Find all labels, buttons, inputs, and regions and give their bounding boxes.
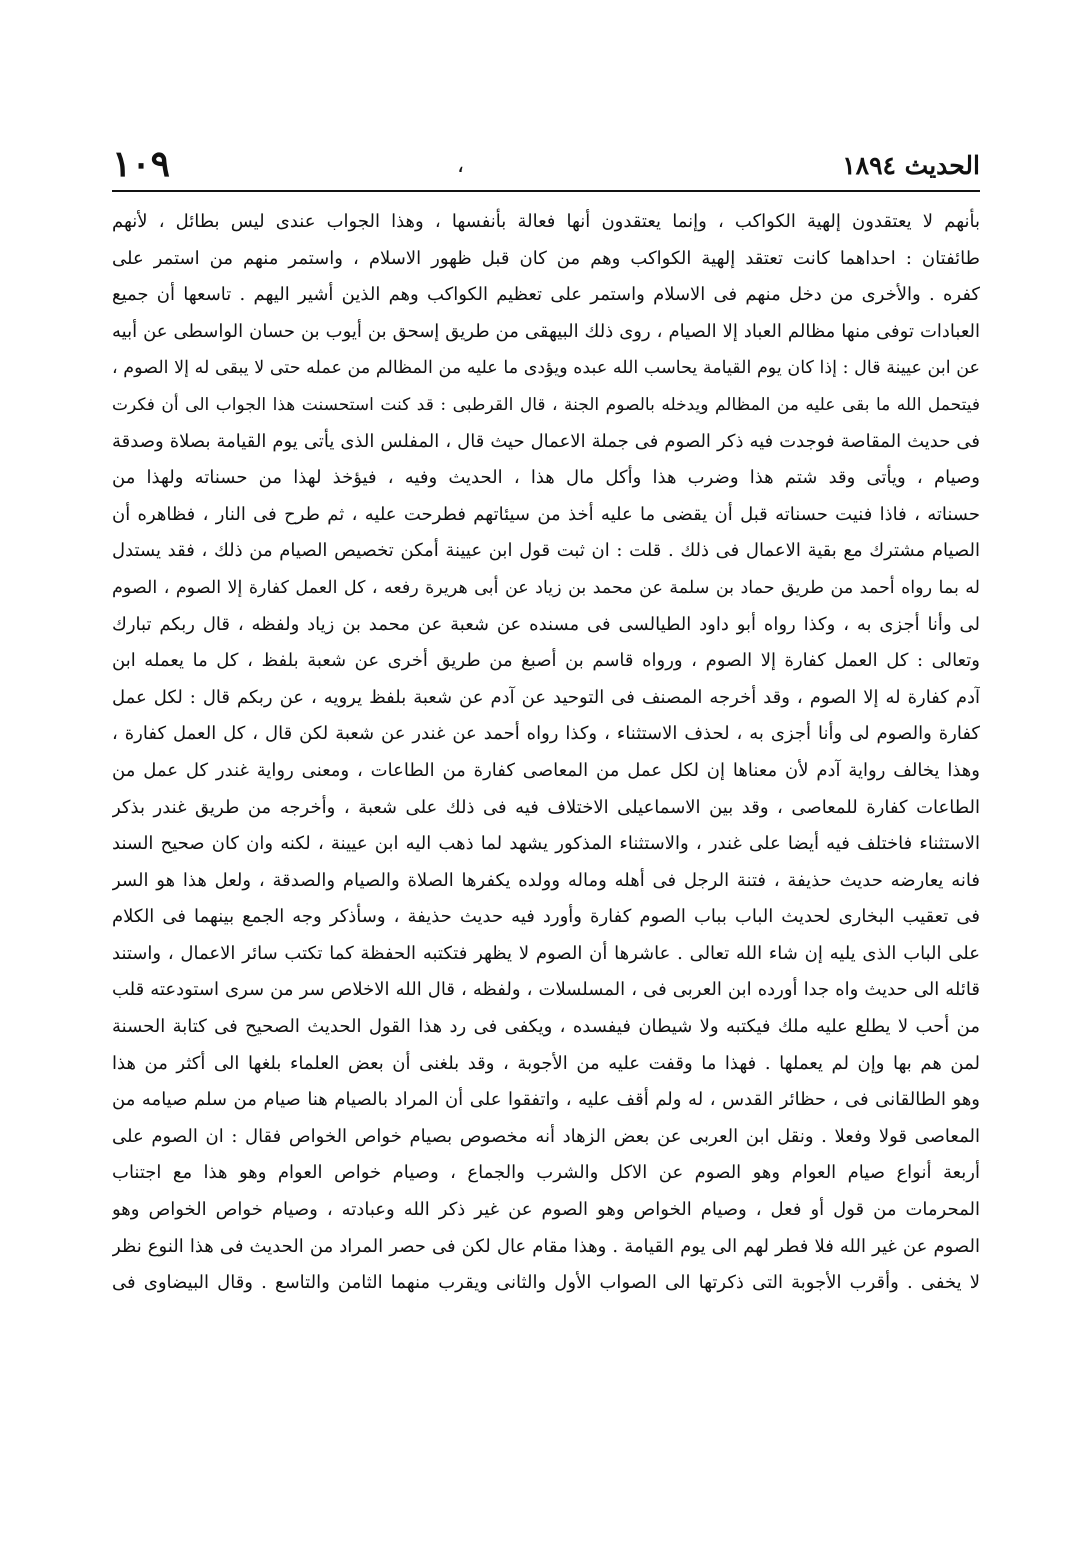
text-line: وتعالى : كل العمل كفارة إلا الصوم ، ورواه قاسم بن أصبغ من طريق أخرى عن شعبة بلفظ ، كل ما يعمله ابن	[112, 650, 980, 672]
text-line: المحرمات من قول أو فعل ، وصيام الخواص وهو الصوم عن غير ذكر الله وعبادته ، وصيام خواص الخواص وهو	[112, 1199, 980, 1221]
text-line: وصيام ، ويأتى وقد شتم هذا وضرب هذا وأكل مال هذا ، الحديث وفيه ، فيؤخذ لهذا من حسناته ولهذا من	[112, 467, 980, 489]
text-line: الطاعات كفارة للمعاصى ، وقد بين الاسماعيلى الاختلاف فيه فى ذلك على شعبة ، وأخرجه من طريق غندر بذكر	[112, 796, 980, 818]
text-line: طائفتان : احداهما كانت تعتقد إلهية الكواكب وهم من كان قبل ظهور الاسلام ، واستمر منهم من استمر على	[112, 247, 980, 269]
text-line: على الباب الذى يليه إن شاء الله تعالى . عاشرها أن الصوم لا يظهر فتكتبه الحفظة كما تكتب سائر الاعمال ، واستند	[112, 942, 980, 964]
running-title: الحديث ١٨٩٤	[842, 151, 980, 180]
text-line: الاستثناء فاختلف فيه أيضا على غندر ، والاستثناء المذكور يشهد لما ذهب اليه ابن عيينة ، لكنه وان كان صحيح السند	[112, 833, 980, 855]
text-line: فى تعقيب البخارى لحديث الباب بباب الصوم كفارة وأورد فيه حديث حذيفة ، وسأذكر وجه الجمع بينهما فى الكلام	[112, 906, 980, 928]
text-line: المعاصى قولا وفعلا . ونقل ابن العربى عن بعض الزهاد أنه مخصوص بصيام خواص الخواص فقال : ان الصوم على	[112, 1125, 980, 1147]
text-line: فى حديث المقاصة فوجدت فيه ذكر الصوم فى جملة الاعمال حيث قال ، المفلس الذى يأتى يوم القيامة بصلاة وصدقة	[112, 430, 980, 452]
text-line: لى وأنا أجزى به ، وكذا رواه أبو داود الطيالسى فى مسنده عن شعبة عن محمد بن زياد ولفظه ، قال ربكم تبارك	[112, 613, 980, 635]
text-line: أربعة أنواع صيام العوام وهو الصوم عن الاكل والشرب والجماع ، وصيام خواص العوام وهو هذا مع اجتناب	[112, 1162, 980, 1184]
text-line: عن ابن عيينة قال : إذا كان يوم القيامة يحاسب الله عبده ويؤدى ما عليه من المظالم من عمله حتى لا يبقى له إلا الصوم ،	[112, 358, 980, 379]
text-line: فانه يعارضه حديث حذيفة ، فتنة الرجل فى أهله وماله وولده يكفرها الصلاة والصيام والصدقة ، ولعل هذا هو السر	[112, 869, 980, 891]
text-line: الصوم عن غير الله فلا فطر لهم الى يوم القيامة . وهذا مقام عال لكن فى حصر المراد من الحديث فى هذا النوع نظر	[112, 1235, 980, 1257]
text-line: قائله الى حديث واه جدا أورده ابن العربى فى ، المسلسلات ، ولفظه ، قال الله الاخلاص سر من سرى استودعته قلب	[112, 979, 980, 1001]
text-line: من أحب لا يطلع عليه ملك فيكتبه ولا شيطان فيفسده ، ويكفى فى رد هذا القول الحديث الصحيح فى كتابة الحسنة	[112, 1016, 980, 1038]
text-line: له بما رواه أحمد من طريق حماد بن سلمة عن محمد بن زياد عن أبى هريرة رفعه ، كل العمل كفارة إلا الصوم ، الصوم	[112, 577, 980, 598]
header-separator: ،	[457, 153, 465, 178]
text-line: كفره . والأخرى من دخل منهم فى الاسلام واستمر على تعظيم الكواكب وهم الذين أشير اليهم . تاسعها أن جميع	[112, 284, 980, 306]
page-number: ١٠٩	[112, 143, 171, 185]
page-header	[112, 140, 980, 188]
body-text	[112, 204, 980, 1302]
text-line: لمن هم بها وإن لم يعملها . فهذا ما وقفت عليه من الأجوبة ، وقد بلغنى أن بعض العلماء بلغها الى أكثر من هذا	[112, 1052, 980, 1074]
header-rule	[112, 190, 980, 192]
text-line: الصيام مشترك مع بقية الاعمال فى ذلك . قلت : ان ثبت قول ابن عيينة أمكن تخصيص الصيام من ذلك ، فقد يستدل	[112, 540, 980, 562]
text-line: آدم كفارة له إلا الصوم ، وقد أخرجه المصنف فى التوحيد عن آدم عن شعبة بلفظ يرويه ، عن ربكم قال : لكل عمل	[112, 686, 980, 708]
text-line: وهو الطالقانى فى ، حظائر القدس ، له ولم أقف عليه ، واتفقوا على أن المراد بالصيام هنا صيام من سلم صيامه من	[112, 1089, 980, 1111]
text-line: لا يخفى . وأقرب الأجوبة التى ذكرتها الى الصواب الأول والثانى ويقرب منهما الثامن والتاسع . وقال البيضاوى فى	[112, 1272, 980, 1294]
text-line: بأنهم لا يعتقدون إلهية الكواكب ، وإنما يعتقدون أنها فعالة بأنفسها ، وهذا الجواب عندى ليس بطائل ، لأنهم	[112, 211, 980, 232]
text-line: فيتحمل الله ما بقى عليه من المظالم ويدخله بالصوم الجنة ، قال القرطبى : قد كنت استحسنت هذا الجواب الى أن فكرت	[112, 394, 980, 415]
text-line: حسناته ، فاذا فنيت حسناته قبل أن يقضى ما عليه أخذ من سيئاتهم فطرحت عليه ، ثم طرح فى النار ، فظاهره أن	[112, 503, 980, 525]
text-line: كفارة والصوم لى وأنا أجزى به ، لحذف الاستثناء ، وكذا رواه أحمد عن غندر عن شعبة لكن قال ، كل العمل كفارة ،	[112, 723, 980, 745]
text-line: وهذا يخالف رواية آدم لأن معناها إن لكل عمل من المعاصى كفارة من الطاعات ، ومعنى رواية غندر كل عمل من	[112, 759, 980, 781]
text-line: العبادات توفى منها مظالم العباد إلا الصيام ، روى ذلك البيهقى من طريق إسحق بن أيوب بن حسان الواسطى عن أبيه	[112, 320, 980, 342]
